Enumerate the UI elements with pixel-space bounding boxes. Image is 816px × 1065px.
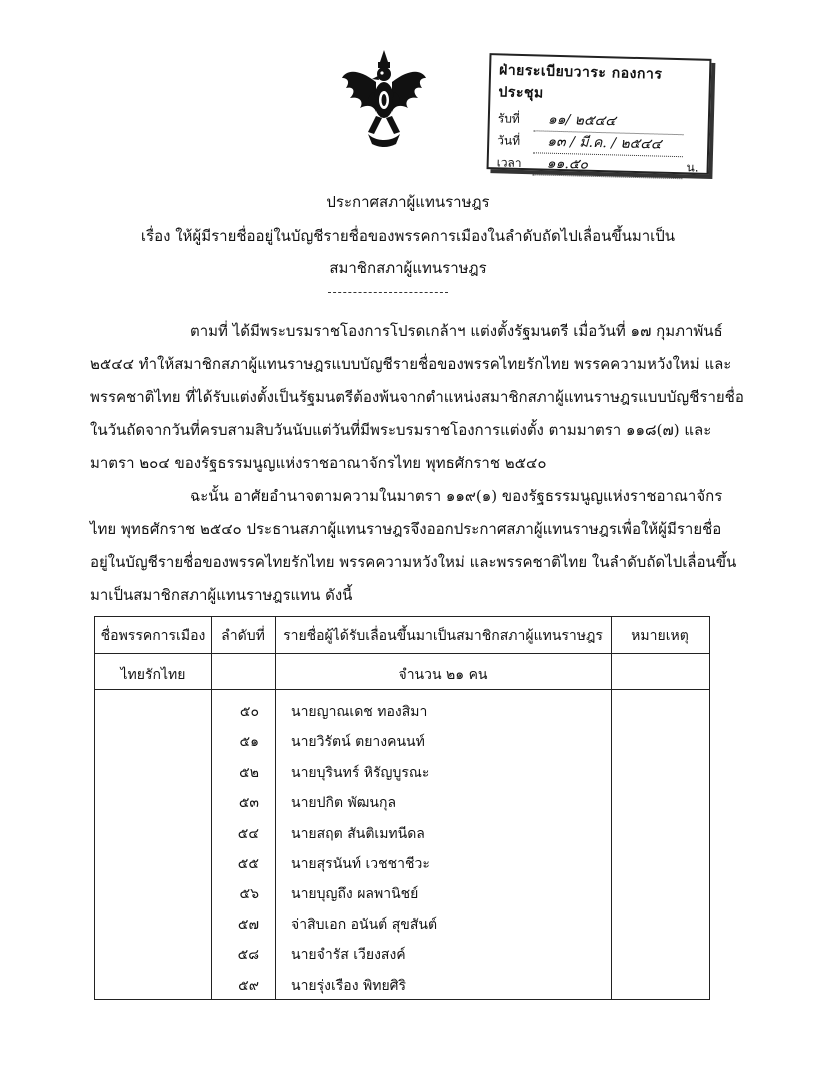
announcement-subject: เรื่อง ให้ผู้มีรายชื่ออยู่ในบัญชีรายชื่อของพรรคการเมืองในลำดับถัดไปเลื่อนขึ้นมาเป็น <box>140 227 676 245</box>
row-number: ๕๖ <box>239 886 259 903</box>
para1-line: มาตรา ๒๐๔ ของรัฐธรรมนูญแห่งราชอาณาจักรไทย พุทธศักราช ๒๕๔๐ <box>90 454 547 472</box>
header-order: ลำดับที่ <box>221 628 265 644</box>
member-name: นายบุญถึง ผลพานิชย์ <box>291 886 419 903</box>
member-name: นายจำรัส เวียงสงค์ <box>291 947 406 964</box>
stamp-received-label: รับที่ <box>497 111 521 126</box>
header-party: ชื่อพรรคการเมือง <box>100 628 206 644</box>
row-number: ๕๑ <box>239 734 259 751</box>
para1-line: ๒๕๔๔ ทำให้สมาชิกสภาผู้แทนราษฎรแบบบัญชีรายชื่อของพรรคไทยรักไทย พรรคความหวังใหม่ และ <box>90 355 732 373</box>
row-number: ๕๔ <box>237 825 259 842</box>
para1-line: ตามที่ ได้มีพระบรมราชโองการโปรดเกล้าฯ แต่งตั้งรัฐมนตรี เมื่อวันที่ ๑๗ กุมภาพันธ์ <box>190 322 723 340</box>
stamp-time-row <box>496 151 699 178</box>
members-table <box>94 616 710 1000</box>
para1-line: พรรคชาติไทย ที่ได้รับแต่งตั้งเป็นรัฐมนตรีต้องพ้นจากตำแหน่งสมาชิกสภาผู้แทนราษฎรแบบบัญชีรายชื่อ <box>90 388 744 406</box>
title-divider <box>328 292 448 293</box>
member-name: นายปกิต พัฒนกุล <box>291 795 397 812</box>
para2-line: ฉะนั้น อาศัยอำนาจตามความในมาตรา ๑๑๙(๑) ของรัฐธรรมนูญแห่งราชอาณาจักร <box>190 487 723 505</box>
row-number: ๕๙ <box>238 977 259 994</box>
member-name: จ่าสิบเอก อนันต์ สุขสันต์ <box>291 916 438 933</box>
row-number: ๕๓ <box>238 795 259 812</box>
row-number: ๕๗ <box>237 916 259 933</box>
header-remarks: หมายเหตุ <box>631 628 689 644</box>
member-name: นายญาณเดช ทองสิมา <box>291 704 428 720</box>
row-number: ๕๐ <box>239 704 259 720</box>
para2-line: ไทย พุทธศักราช ๒๕๔๐ ประธานสภาผู้แทนราษฎรจึงออกประกาศสภาผู้แทนราษฎรเพื่อให้ผู้มีรายชื่อ <box>90 520 722 538</box>
announcement-title: ประกาศสภาผู้แทนราษฎร <box>326 193 490 211</box>
stamp-time-value: ๑๑.๕๐ <box>532 152 683 179</box>
para2-line: อยู่ในบัญชีรายชื่อของพรรคไทยรักไทย พรรคความหวังใหม่ และพรรคชาติไทย ในลำดับถัดไปเลื่อนขึ้น <box>90 553 737 571</box>
member-name: นายสุรนันท์ เวชชาชีวะ <box>291 856 430 872</box>
member-name: นายบุรินทร์ หิรัญบูรณะ <box>291 764 430 781</box>
stamp-title: ฝ่ายระเบียบวาระ กองการประชุม <box>498 62 663 102</box>
stamp-time-label: เวลา <box>496 155 522 170</box>
party-name: ไทยรักไทย <box>120 667 186 683</box>
member-name: นายวิรัตน์ ตยางคนนท์ <box>291 734 425 751</box>
stamp-time-unit: น. <box>686 160 699 175</box>
para1-line: ในวันถัดจากวันที่ครบสามสิบวันนับแต่วันที่มีพระบรมราชโองการแต่งตั้ง ตามมาตรา ๑๑๘(๗) และ <box>90 421 712 439</box>
member-name: นายสฤต สันติเมทนีดล <box>291 825 425 842</box>
stamp-date-value: ๑๓ / มี.ค. / ๒๕๔๔ <box>533 130 684 157</box>
row-number: ๕๕ <box>237 856 259 872</box>
receipt-stamp <box>487 53 712 175</box>
row-number: ๕๘ <box>237 947 259 964</box>
stamp-received-value: ๑๑/ ๒๕๔๔ <box>534 108 685 135</box>
announcement-subject-continued: สมาชิกสภาผู้แทนราษฎร <box>329 259 487 277</box>
garuda-emblem-icon <box>338 48 430 150</box>
member-count: จำนวน ๒๑ คน <box>398 667 488 683</box>
para2-line: มาเป็นสมาชิกสภาผู้แทนราษฎรแทน ดังนี้ <box>90 586 353 604</box>
member-name: นายรุ่งเรือง พิทยศิริ <box>291 977 407 994</box>
stamp-date-label: วันที่ <box>497 133 521 148</box>
header-names: รายชื่อผู้ได้รับเลื่อนขึ้นมาเป็นสมาชิกสภาผู้แทนราษฎร <box>283 628 603 644</box>
row-number: ๕๒ <box>239 764 259 781</box>
